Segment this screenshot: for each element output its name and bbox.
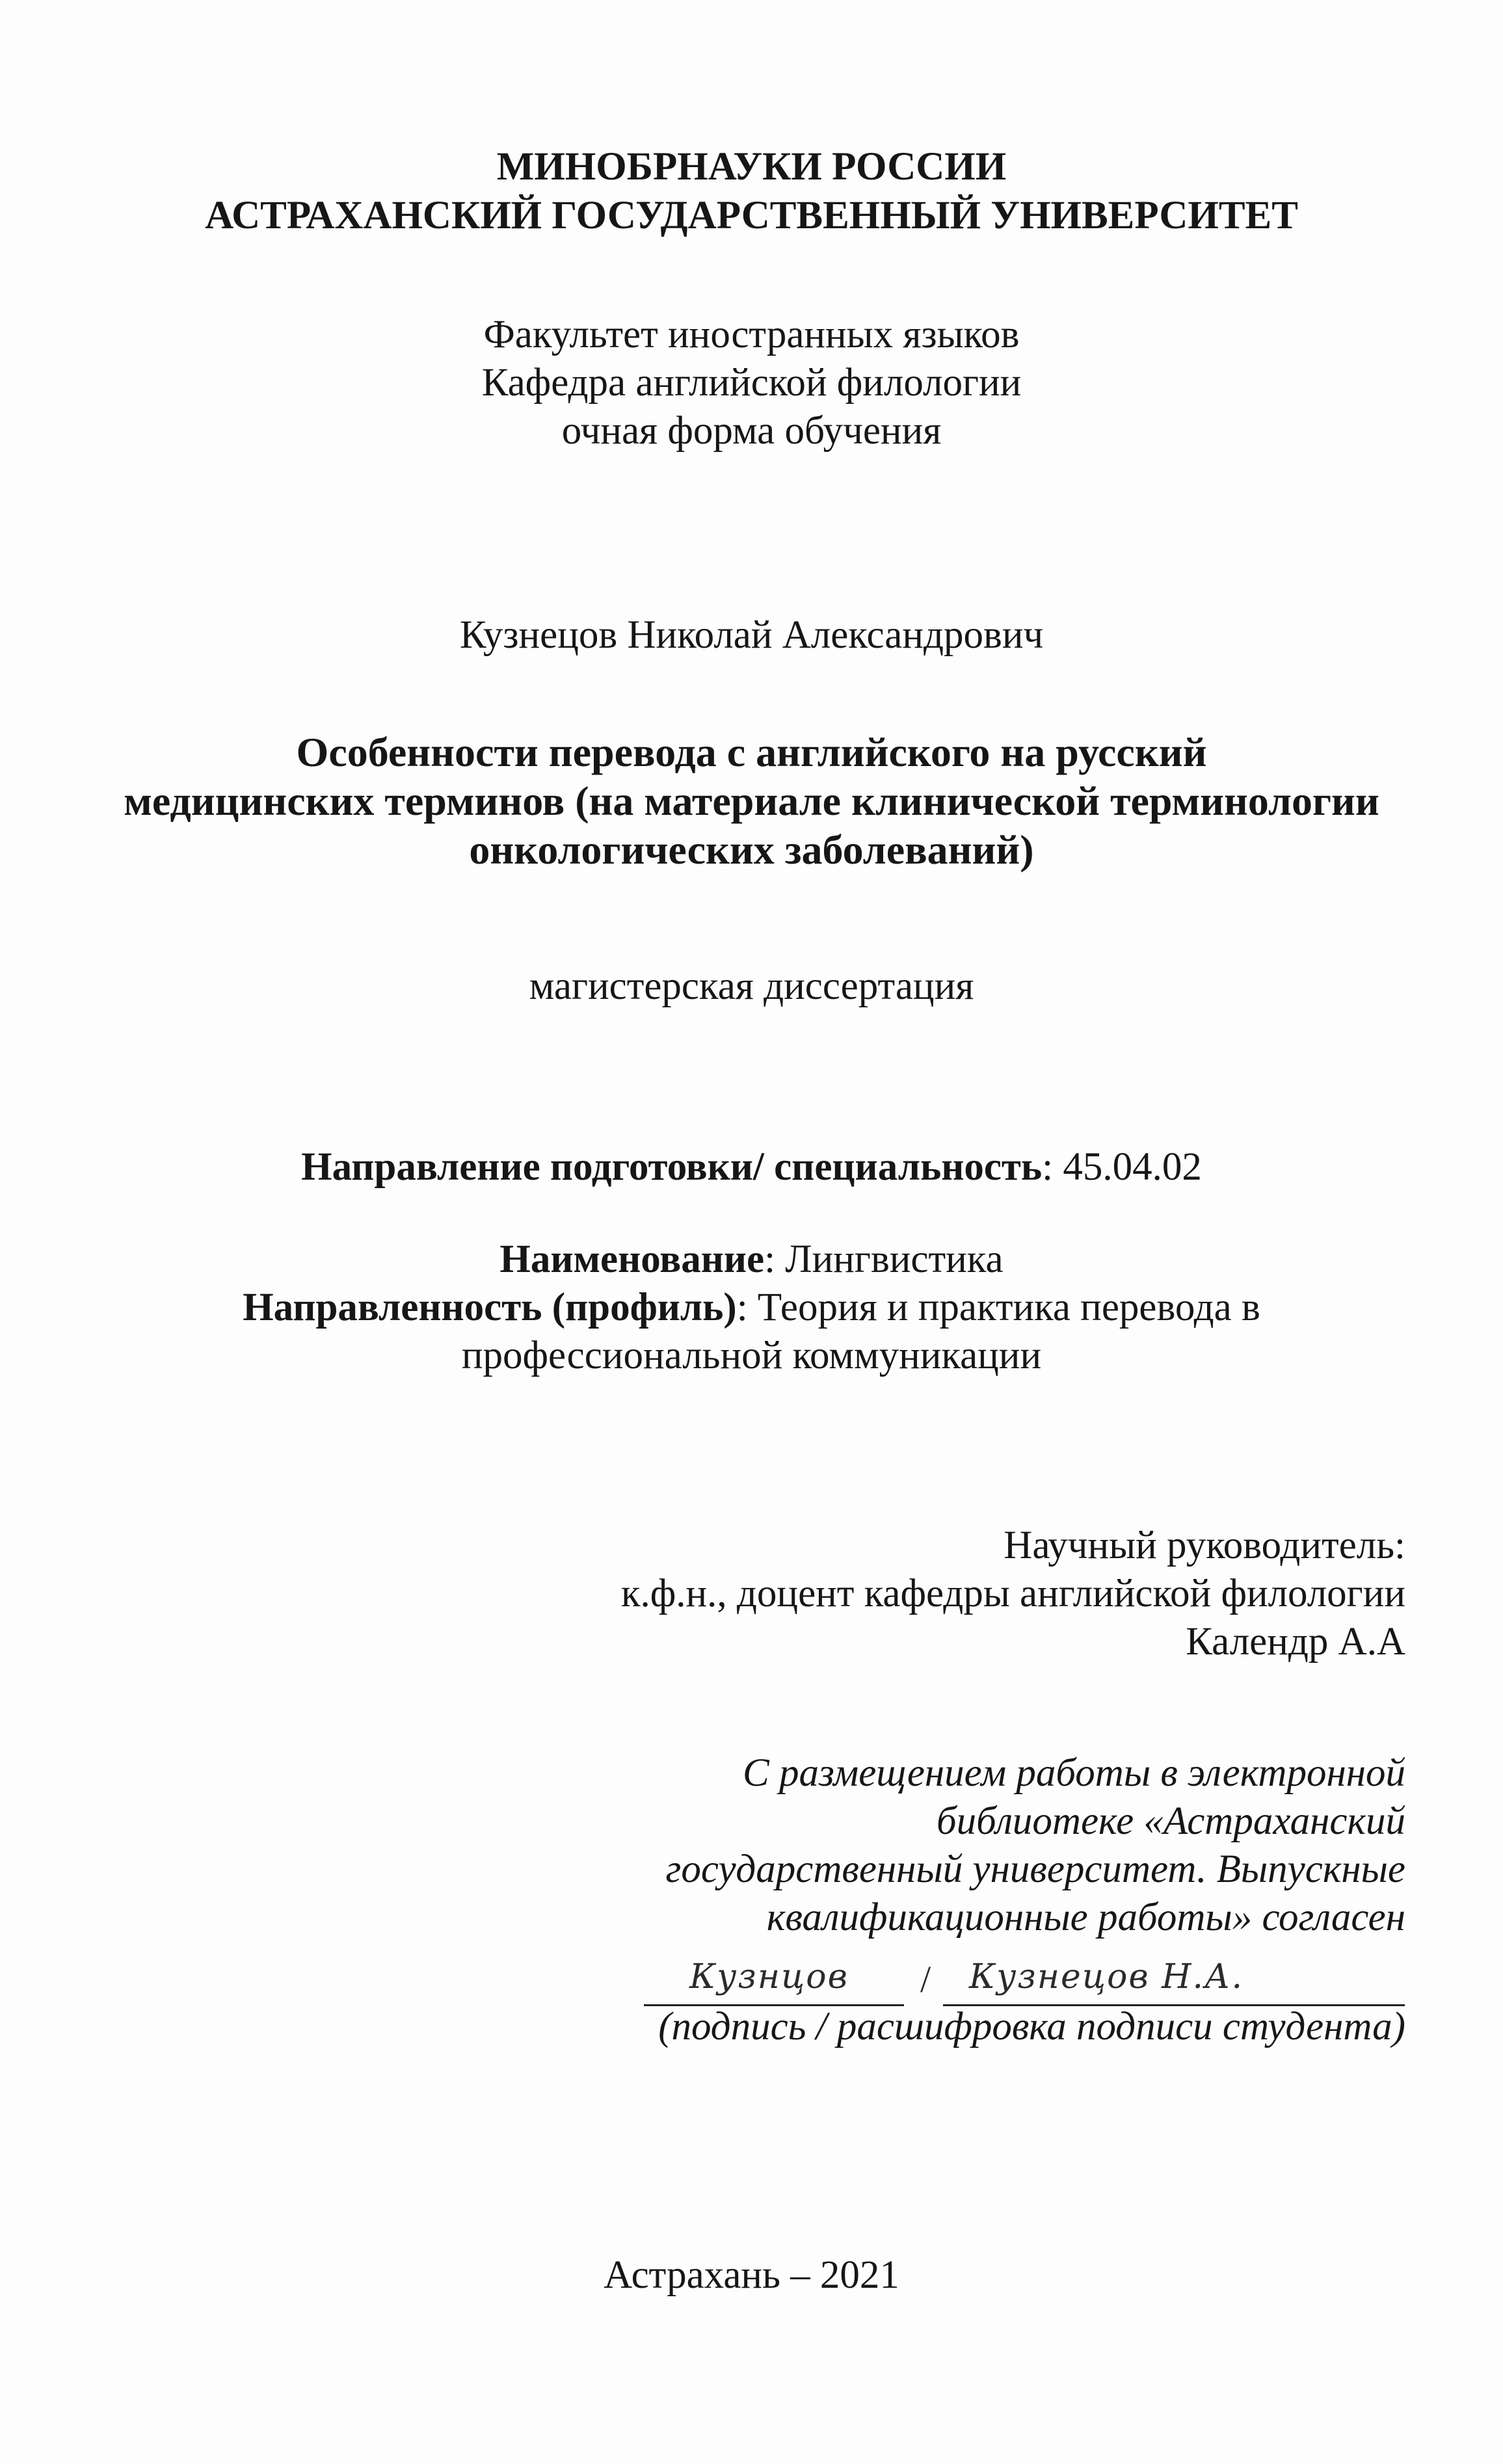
name-value: : Лингвистика [764,1238,1004,1281]
ministry-heading: МИНОБРНАУКИ РОССИИ [496,145,1007,189]
thesis-title-line-2: медицинских терминов (на материале клинической терминологии [124,778,1379,824]
supervisor-name: Календр А.А [1186,1620,1405,1663]
profile-value: : Теория и практика перевода в [736,1286,1260,1329]
thesis-title-line-3: онкологических заболеваний) [469,827,1034,873]
student-signature: Кузнцов [689,1957,849,1996]
name-label: Наименование [499,1238,765,1281]
thesis-title-line-1: Особенности перевода с английского на русский [296,729,1207,775]
name-line [0,1236,1503,1284]
signature-separator: / [920,1958,933,2000]
faculty-name: Факультет иностранных языков [483,313,1020,356]
signature-caption: (подпись / расшифровка подписи студента) [658,2005,1405,2048]
consent-line-3: государственный университет. Выпускные [665,1848,1405,1891]
university-heading: АСТРАХАНСКИЙ ГОСУДАРСТВЕННЫЙ УНИВЕРСИТЕТ [205,194,1298,237]
supervisor-label: Научный руководитель: [1004,1524,1405,1567]
consent-line-4: квалификационные работы» согласен [766,1896,1405,1939]
work-type: магистерская диссертация [529,964,974,1008]
direction-label: Направление подготовки/ специальность [301,1145,1043,1189]
supervisor-position: к.ф.н., доцент кафедры английской филологии [620,1572,1405,1615]
consent-line-2: библиотеке «Астраханский [936,1799,1405,1843]
profile-line [0,1284,1503,1332]
author-name: Кузнецов Николай Александрович [459,613,1044,657]
profile-value-continuation: профессиональной коммуникации [461,1334,1042,1377]
consent-line-1: С размещением работы в электронной [743,1751,1405,1795]
city-year: Астрахань – 2021 [604,2253,899,2297]
direction-value: : 45.04.02 [1042,1145,1202,1189]
department-name: Кафедра английской филологии [481,361,1022,404]
direction-line [0,1143,1503,1191]
signature-decoded: Кузнецов Н.А. [969,1957,1244,1996]
study-form: очная форма обучения [561,409,942,453]
profile-label: Направленность (профиль) [243,1286,737,1329]
